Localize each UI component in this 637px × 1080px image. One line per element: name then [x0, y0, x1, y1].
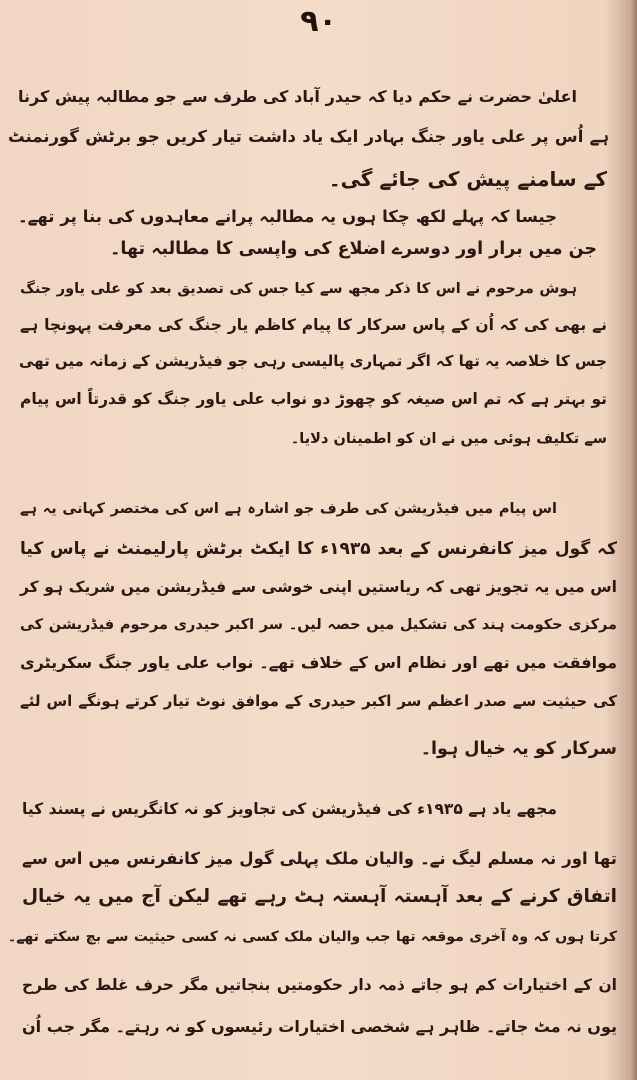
- text-line: کہ گول میز کانفرنس کے بعد ۱۹۳۵ء کا ایکٹ برٹش پارلیمنٹ نے پاس کیا: [20, 539, 618, 559]
- text-line: اس میں یہ تجویز تھی کہ ریاستیں اپنی خوشی سے فیڈریشن میں شریک ہو کر: [20, 578, 617, 596]
- text-line: سے تکلیف ہوئی میں نے ان کو اطمینان دلایا۔: [290, 431, 607, 447]
- text-line: ہے اُس پر علی یاور جنگ بہادر ایک یاد داشت تیار کریں جو برٹش گورنمنٹ: [8, 127, 609, 146]
- text-line: کرتا ہوں کہ وہ آخری موقعہ تھا جب والیان ملک کسی نہ کسی حیثیت سے بچ سکتے تھے۔: [8, 929, 617, 945]
- text-line: مرکزی حکومت ہند کی تشکیل میں حصہ لیں۔ سر اکبر حیدری مرحوم فیڈریشن کی: [20, 617, 617, 633]
- text-line: جس کا خلاصہ یہ تھا کہ اگر تمہاری پالیسی رہی جو فیڈریشن کے زمانہ میں تھی: [19, 352, 607, 370]
- text-line: جیسا کہ پہلے لکھ چکا ہوں یہ مطالبہ پرانے معاہدوں کی بنا پر تھے۔: [18, 207, 557, 226]
- text-line: اس پیام میں فیڈریشن کی طرف جو اشارہ ہے اس کی مختصر کہانی یہ ہے: [20, 501, 557, 517]
- text-line: کی حیثیت سے صدر اعظم سر اکبر حیدری کے موافق نوٹ تیار کرتے ہونگے اس لئے: [20, 692, 617, 710]
- text-line: تو بہتر ہے کہ تم اس صیغہ کو چھوڑ دو نواب علی یاور جنگ کو قدرتاً اس پیام: [20, 390, 607, 408]
- text-line: یوں نہ مٹ جاتے۔ ظاہر ہے شخصی اختیارات رئیسوں کو نہ رہتے۔ مگر جب اُن: [22, 1017, 617, 1036]
- text-line: تھا اور نہ مسلم لیگ نے۔ والیان ملک پہلی گول میز کانفرنس میں اس سے: [22, 849, 617, 868]
- page-number: ۹۰: [300, 4, 337, 39]
- text-line: سرکار کو یہ خیال ہوا۔: [420, 739, 617, 759]
- text-line: کے سامنے پیش کی جائے گی۔: [328, 167, 607, 191]
- text-line: اتفاق کرنے کے بعد آہستہ آہستہ ہٹ رہے تھے لیکن آج میں یہ خیال: [22, 886, 617, 907]
- text-line: جن میں برار اور دوسرے اضلاع کی واپسی کا مطالبہ تھا۔: [110, 239, 597, 259]
- text-line: ہوش مرحوم نے اس کا ذکر مجھ سے کیا جس کی تصدیق بعد کو علی یاور جنگ: [20, 281, 577, 297]
- text-line: ان کے اختیارات کم ہو جاتے ذمہ دار حکومتیں بنجاتیں مگر حرف غلط کی طرح: [22, 976, 617, 994]
- text-line: موافقت میں تھے اور نظام اس کے خلاف تھے۔ نواب علی یاور جنگ سکریٹری: [20, 653, 617, 672]
- text-line: مجھے یاد ہے ۱۹۳۵ء کی فیڈریشن کی تجاویز کو نہ کانگریس نے پسند کیا: [22, 800, 557, 818]
- text-line: نے بھی کی کہ اُن کے پاس سرکار کا پیام کاظم یار جنگ کی معرفت پہونچا ہے: [20, 316, 607, 334]
- text-line: اعلیٰ حضرت نے حکم دیا کہ حیدر آباد کی طرف سے جو مطالبہ پیش کرنا: [18, 87, 577, 106]
